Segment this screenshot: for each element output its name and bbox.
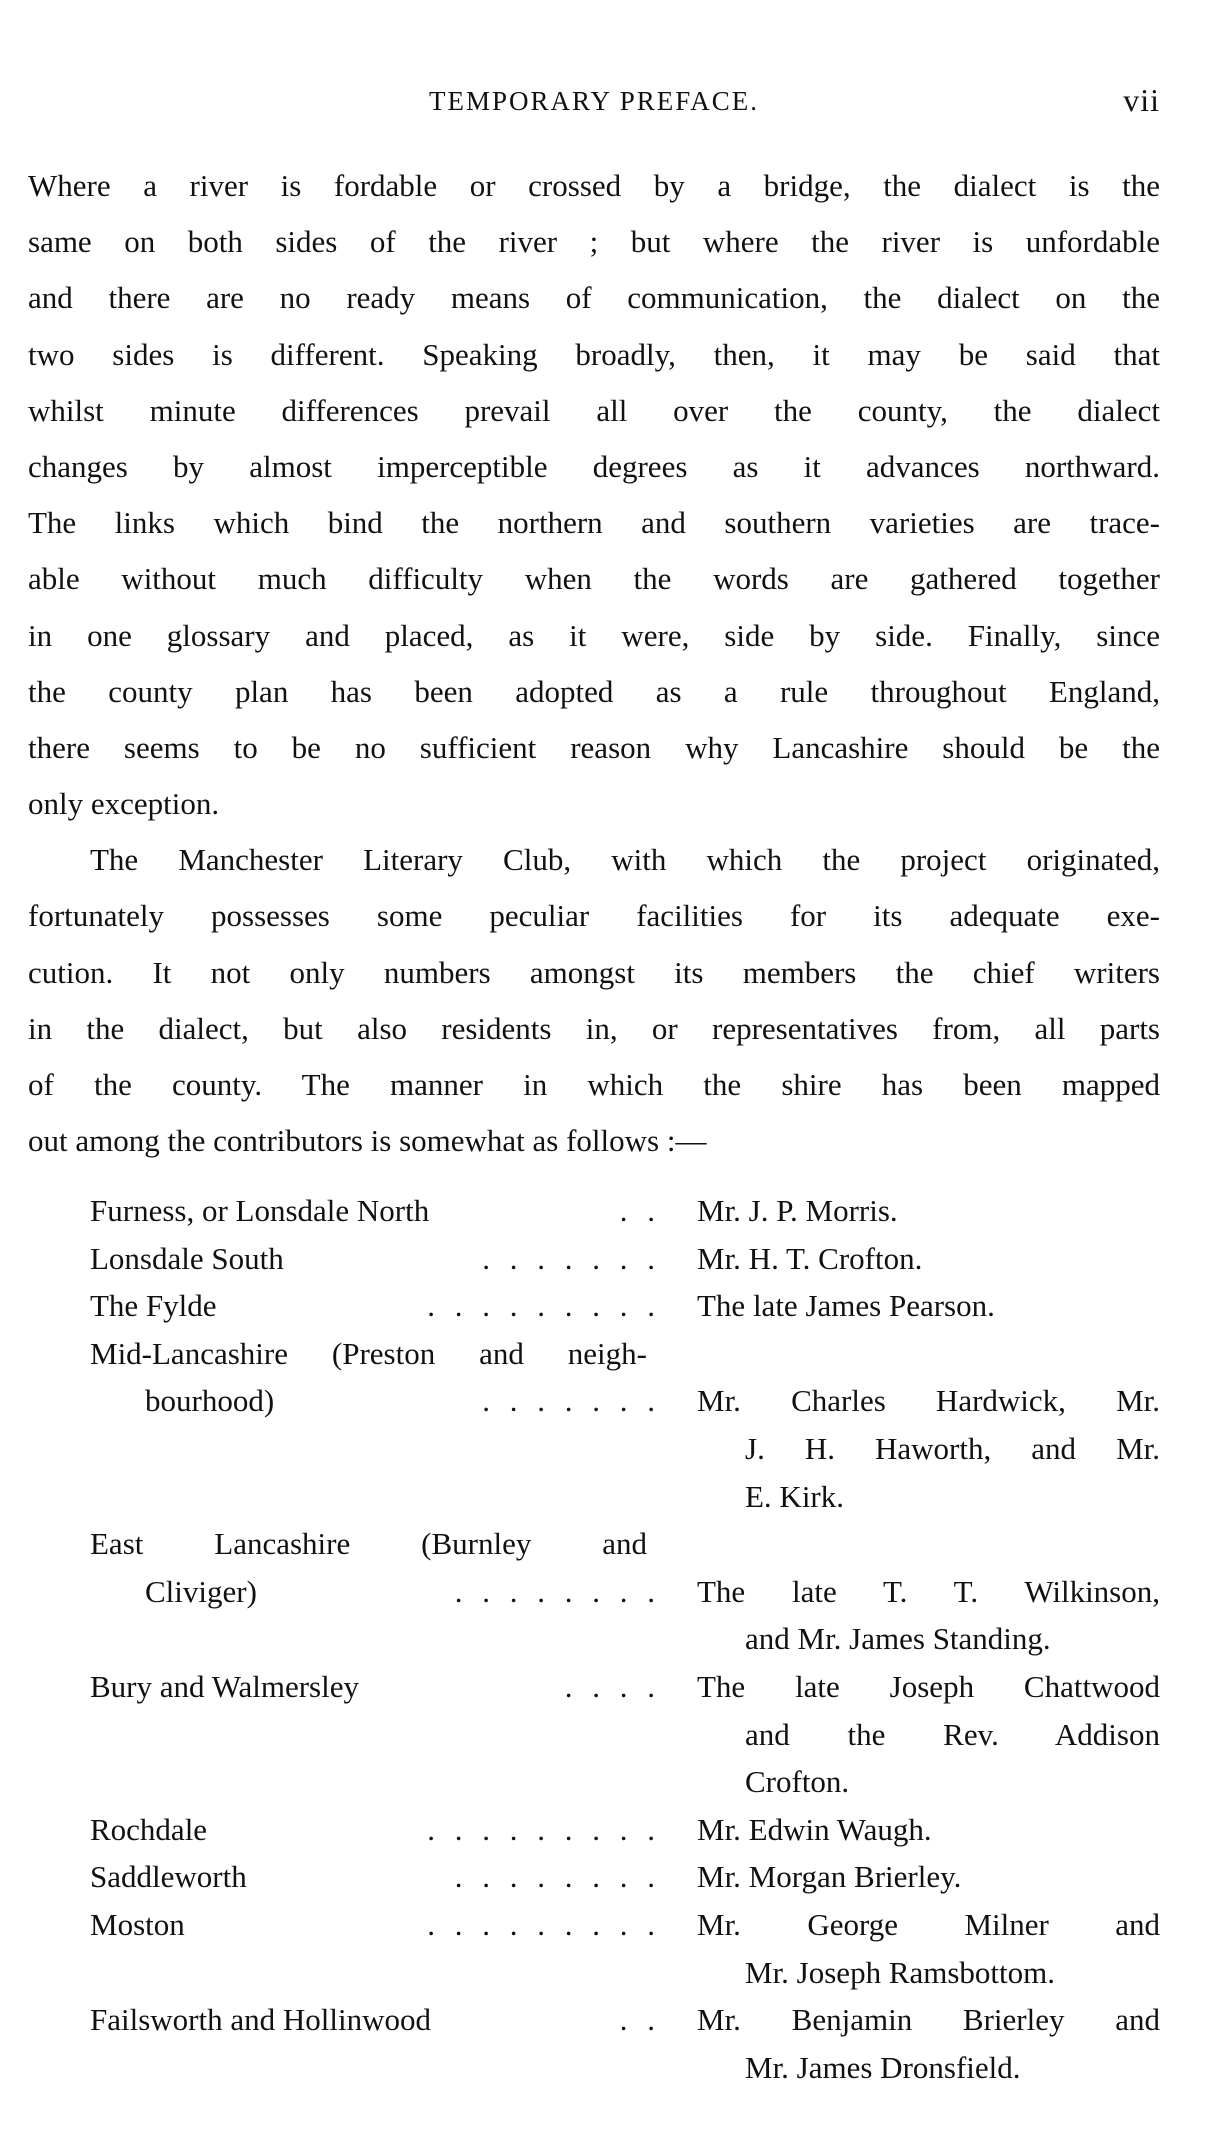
district-line <box>90 1663 655 1711</box>
district-line <box>90 1235 655 1283</box>
leader-dots: . . <box>619 1193 655 1228</box>
text-line: out among the contributors is somewhat as follows :— <box>28 1123 707 1159</box>
paragraph <box>28 158 1160 832</box>
contributor-name: J. H. Haworth, and Mr. <box>745 1431 1160 1466</box>
text-line: there seems to be no sufficient reason why Lancashire should be the <box>28 729 1160 765</box>
text-line: same on both sides of the river ; but where the river is unfordable <box>28 224 1160 260</box>
district-line <box>90 1187 655 1235</box>
text-line: whilst minute differences prevail all over the county, the dialect <box>28 392 1160 428</box>
district-line <box>90 1996 655 2044</box>
district-name: bourhood) <box>145 1383 282 1418</box>
text-line: and there are no ready means of communication, the dialect on the <box>28 280 1160 316</box>
district-line <box>90 1901 655 1949</box>
text-line: able without much difficulty when the words are gathered together <box>28 561 1160 597</box>
text-line: in one glossary and placed, as it were, side by side. Finally, since <box>28 617 1160 653</box>
district-line <box>145 1377 655 1425</box>
text-line: in the dialect, but also residents in, or representatives from, all parts <box>28 1010 1160 1046</box>
contributor-name: and the Rev. Addison <box>745 1716 1160 1752</box>
text-line: The Manchester Literary Club, with which the project originated, <box>90 842 1160 878</box>
text-line: the county plan has been adopted as a rule throughout England, <box>28 673 1160 709</box>
contributor-name: Mr. J. P. Morris. <box>697 1193 898 1228</box>
contributor-name: The late James Pearson. <box>697 1288 995 1324</box>
district-name: The Fylde <box>90 1288 225 1323</box>
contributor-name: Mr. George Milner and <box>697 1907 1160 1942</box>
district-name: Mid-Lancashire (Preston and neigh- <box>90 1336 655 1371</box>
paragraph <box>28 832 1160 1169</box>
district-name: Moston <box>90 1907 193 1942</box>
district-line <box>90 1282 655 1330</box>
district-line <box>90 1520 655 1568</box>
contributor-name: Mr. Benjamin Brierley and <box>697 2002 1160 2038</box>
contributor-name: Mr. Edwin Waugh. <box>697 1811 932 1847</box>
text-line: two sides is different. Speaking broadly, then, it may be said that <box>28 336 1160 372</box>
leader-dots: . . . . . . . . . <box>427 1907 655 1942</box>
text-line: cution. It not only numbers amongst its members the chief writers <box>28 954 1160 990</box>
leader-dots: . . . . <box>564 1669 655 1704</box>
contributor-name: and Mr. James Standing. <box>745 1621 1051 1657</box>
text-line: The links which bind the northern and southern varieties are trace- <box>28 505 1160 541</box>
page-number: vii <box>1123 82 1160 118</box>
contributor-name: The late T. T. Wilkinson, <box>697 1573 1160 1609</box>
district-name: Cliviger) <box>145 1574 265 1609</box>
district-name: Furness, or Lonsdale North <box>90 1193 437 1228</box>
contributor-name: E. Kirk. <box>745 1478 845 1514</box>
contributor-name: The late Joseph Chattwood <box>697 1669 1160 1704</box>
contributor-name: Mr. James Dronsfield. <box>745 2049 1021 2085</box>
district-name: East Lancashire (Burnley and <box>90 1526 655 1561</box>
leader-dots: . . . . . . . . <box>454 1859 655 1895</box>
district-name: Failsworth and Hollinwood <box>90 2002 439 2037</box>
district-line <box>90 1806 655 1854</box>
leader-dots: . . <box>619 2002 655 2038</box>
contributor-name: Mr. Joseph Ramsbottom. <box>745 1954 1056 1990</box>
contributor-name: Crofton. <box>745 1764 850 1800</box>
body-text <box>28 158 1160 1169</box>
contributor-name: Mr. H. T. Crofton. <box>697 1240 923 1276</box>
contributor-name: Mr. Morgan Brierley. <box>697 1859 962 1895</box>
leader-dots: . . . . . . . <box>482 1383 655 1419</box>
leader-dots: . . . . . . . . . <box>427 1811 655 1847</box>
text-line: fortunately possesses some peculiar facilities for its adequate exe- <box>28 898 1160 934</box>
district-line <box>145 1568 655 1616</box>
contributor-name: Mr. Charles Hardwick, Mr. <box>697 1383 1160 1419</box>
page-header <box>28 82 1160 126</box>
district-line <box>90 1330 655 1378</box>
leader-dots: . . . . . . . . . <box>427 1288 655 1324</box>
text-line: only exception. <box>28 786 220 822</box>
district-name: Bury and Walmersley <box>90 1669 367 1704</box>
running-title: TEMPORARY PREFACE. <box>428 86 760 116</box>
text-line: changes by almost imperceptible degrees as it advances northward. <box>28 448 1160 484</box>
district-line <box>90 1853 655 1901</box>
district-name: Saddleworth <box>90 1859 255 1894</box>
leader-dots: . . . . . . . . <box>454 1573 655 1609</box>
text-line: of the county. The manner in which the shire has been mapped <box>28 1067 1160 1102</box>
district-name: Lonsdale South <box>90 1241 292 1276</box>
text-line: Where a river is fordable or crossed by a bridge, the dialect is the <box>28 168 1160 203</box>
leader-dots: . . . . . . . <box>482 1240 655 1276</box>
district-name: Rochdale <box>90 1812 215 1847</box>
